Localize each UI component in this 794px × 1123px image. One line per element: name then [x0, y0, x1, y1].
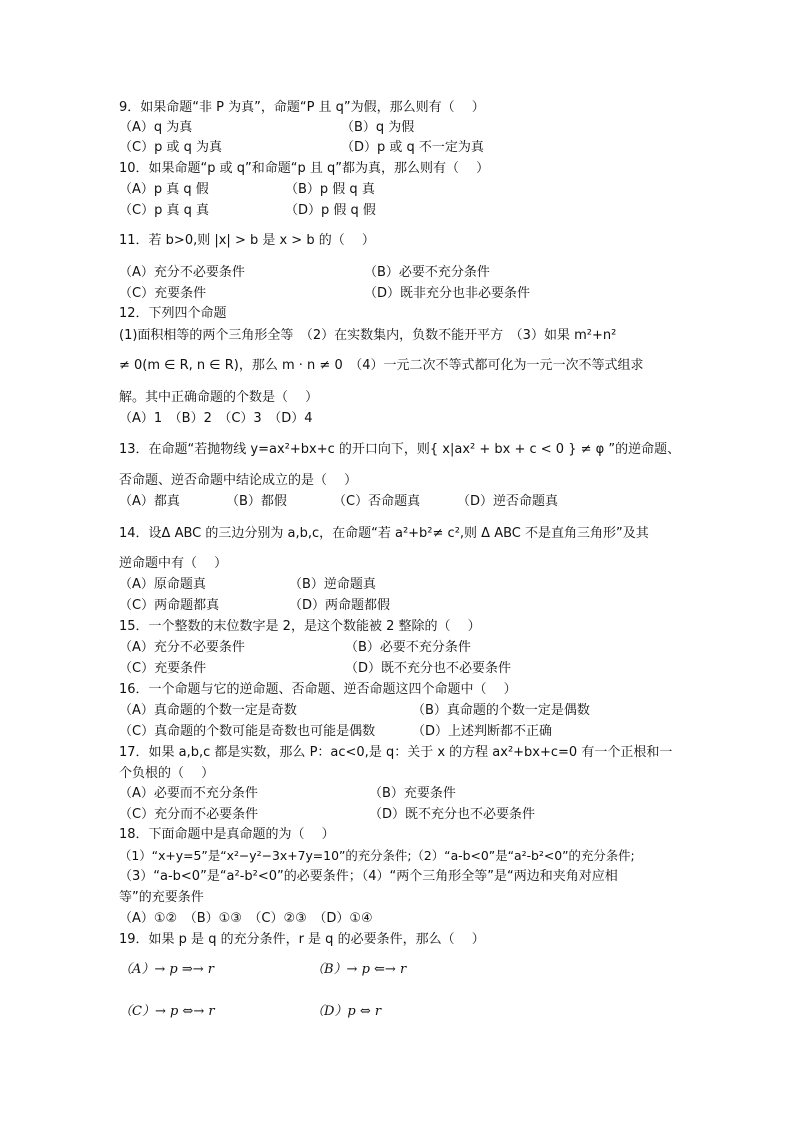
q19-option-c: （C）→ p ⇔→ r — [119, 1004, 215, 1019]
q17-option-a: （A）必要而不充分条件 — [119, 786, 258, 801]
q13-option-a: （A）都真 — [119, 494, 180, 509]
q17-option-c: （C）充分而不必要条件 — [119, 807, 259, 822]
q12-line2: ≠ 0(m ∈ R, n ∈ R)，那么 m · n ≠ 0 （4）一元二次不等式都可化为一元一次不等式组求 — [119, 358, 644, 373]
q12-line1: (1)面积相等的两个三角形全等 （2）在实数集内，负数不能开平方 （3）如果 m²+n² — [119, 328, 617, 343]
q9-option-c: （C）p 或 q 为真 — [119, 140, 222, 155]
q10-option-c: （C）p 真 q 真 — [119, 203, 209, 218]
q16-stem: 16．一个命题与它的逆命题、否命题、逆否命题这四个命题中（ ） — [119, 682, 517, 697]
q17-option-b: （B）充要条件 — [369, 786, 456, 801]
q13-option-c: （C）否命题真 — [333, 494, 421, 509]
q15-option-b: （B）必要不充分条件 — [345, 640, 471, 655]
q12-stem: 12．下列四个命题 — [119, 306, 227, 321]
q9-option-b: （B）q 为假 — [341, 120, 415, 135]
q10-option-d: （D）p 假 q 假 — [285, 203, 376, 218]
q11-option-d: （D）既非充分也非必要条件 — [364, 286, 531, 301]
q10-option-b: （B）p 假 q 真 — [285, 182, 375, 197]
q14-line2: 逆命题中有（ ） — [119, 556, 228, 571]
q15-stem: 15．一个整数的末位数字是 2，是这个数能被 2 整除的（ ） — [119, 619, 481, 634]
q16-option-a: （A）真命题的个数一定是奇数 — [119, 703, 297, 718]
q9-option-a: （A）q 为真 — [119, 120, 193, 135]
q18-stem: 18．下面命题中是真命题的为（ ） — [119, 827, 335, 842]
q13-line1: 13．在命题“若抛物线 y=ax²+bx+c 的开口向下，则{ x|ax² + bx + c < 0 } ≠ φ ”的逆命题、 — [119, 442, 681, 457]
q16-option-c: （C）真命题的个数可能是奇数也可能是偶数 — [119, 724, 376, 739]
q12-options: （A）1 （B）2 （C）3 （D）4 — [119, 411, 313, 426]
q18-line3: 等”的充要条件 — [119, 890, 204, 905]
q17-line1: 17．如果 a,b,c 都是实数，那么 P：ac<0,是 q：关于 x 的方程 ax²+bx+c=0 有一个正根和一 — [119, 745, 673, 760]
q9-stem: 9．如果命题“非 P 为真”，命题“P 且 q”为假，那么则有（ ） — [119, 100, 485, 115]
q11-option-b: （B）必要不充分条件 — [364, 265, 490, 280]
q15-option-a: （A）充分不必要条件 — [119, 640, 245, 655]
q12-line3: 解。其中正确命题的个数是（ ） — [119, 390, 319, 405]
q15-option-c: （C）充要条件 — [119, 661, 207, 676]
q10-stem: 10．如果命题“p 或 q”和命题“p 且 q”都为真，那么则有（ ） — [119, 161, 490, 176]
q16-option-d: （D）上述判断都不正确 — [412, 724, 553, 739]
q16-option-b: （B）真命题的个数一定是偶数 — [412, 703, 590, 718]
q14-option-d: （D）两命题都假 — [289, 598, 391, 613]
q11-option-c: （C）充要条件 — [119, 286, 207, 301]
q11-option-a: （A）充分不必要条件 — [119, 265, 245, 280]
q18-line2: （3）“a-b<0”是“a²-b²<0”的必要条件；（4）“两个三角形全等”是“两边和夹角对应相 — [119, 869, 618, 884]
q19-option-d: （D）p ⇔ r — [311, 1004, 382, 1019]
q13-option-b: （B）都假 — [226, 494, 287, 509]
q14-option-c: （C）两命题都真 — [119, 598, 220, 613]
q18-line1: （1）“x+y=5”是“x²−y²−3x+7y=10”的充分条件;（2）“a-b<0”是“a²-b²<0”的充分条件; — [119, 848, 635, 863]
q18-options: （A）①② （B）①③ （C）②③ （D）①④ — [119, 911, 373, 926]
q19-option-a: （A）→ p ⇒→ r — [119, 962, 214, 977]
q9-option-d: （D）p 或 q 不一定为真 — [341, 140, 484, 155]
q17-option-d: （D）既不充分也不必要条件 — [369, 807, 536, 822]
q15-option-d: （D）既不充分也不必要条件 — [345, 661, 512, 676]
q13-line2: 否命题、逆否命题中结论成立的是（ ） — [119, 473, 358, 488]
q14-line1: 14．设Δ ABC 的三边分别为 a,b,c，在命题“若 a²+b²≠ c²,则 Δ ABC 不是直角三角形”及其 — [119, 526, 649, 541]
q11-stem: 11．若 b>0,则 |x| > b 是 x > b 的（ ） — [119, 233, 375, 248]
q14-option-b: （B）逆命题真 — [289, 577, 376, 592]
q14-option-a: （A）原命题真 — [119, 577, 206, 592]
q17-line2: 个负根的（ ） — [119, 766, 215, 781]
q19-options-row2 — [119, 1003, 382, 1075]
q19-stem: 19．如果 p 是 q 的充分条件，r 是 q 的必要条件，那么（ ） — [119, 932, 485, 947]
q10-option-a: （A）p 真 q 假 — [119, 182, 209, 197]
q19-option-b: （B）→ p ⇐→ r — [311, 962, 407, 977]
q13-option-d: （D）逆否命题真 — [457, 494, 559, 509]
